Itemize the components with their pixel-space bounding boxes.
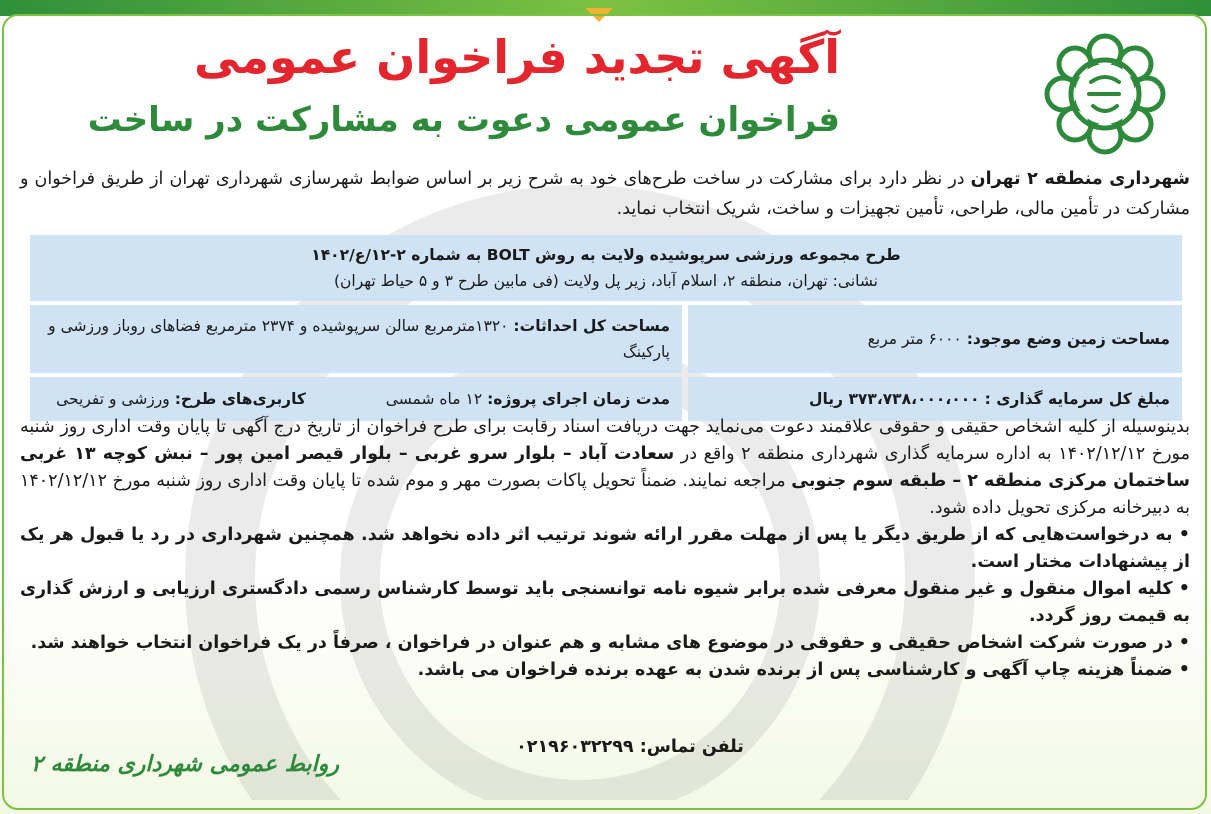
duration-value: ۱۲ ماه شمسی — [385, 390, 483, 408]
duration-label: مدت زمان اجرای پروژه: — [487, 390, 670, 408]
project-area-row — [30, 305, 1182, 373]
body-text — [20, 414, 1190, 684]
bullet-item: • در صورت شرکت اشخاص حقیقی و حقوقی در موضوع های مشابه و هم عنوان در فراخوان ، صرفاً در یک فراخوان انتخاب خواهند شد. — [30, 633, 1190, 653]
project-title-cell — [30, 235, 1182, 301]
intro-org: شهرداری منطقه ۲ تهران — [970, 169, 1190, 189]
built-area-value: ۱۳۲۰مترمربع سالن سرپوشیده و ۲۳۷۴ مترمربع فضاهای روباز ورزشی و پارکینگ — [48, 317, 670, 361]
intro-text: در نظر دارد برای مشارکت در ساخت طرح‌های خود به شرح زیر بر اساس ضوابط شهرسازی شهرداری تهران از طریق فراخوان و مشارکت در تأمین مالی، طراحی، تأمین تجهیزات و ساخت، شریک انتخاب نماید. — [20, 169, 1190, 219]
bullet-item: • به درخواست‌هایی که از طریق دیگر یا پس از مهلت مقرر ارائه شوند ترتیب اثر داده نخواهد شد. همچنین شهرداری در رد یا قبول هر یک از پیشنهادات مختار است. — [20, 525, 1190, 572]
page-subtitle: فراخوان عمومی دعوت به مشارکت در ساخت — [87, 100, 840, 140]
signature: روابط عمومی شهرداری منطقه ۲ — [30, 752, 340, 777]
investment-value: ۳۷۳،۷۳۸،۰۰۰،۰۰۰ ریال — [809, 390, 980, 408]
project-title: طرح مجموعه ورزشی سرپوشیده ولایت به روش BOLT به شماره ۲-۱۲/ع/۱۴۰۲ — [311, 246, 901, 264]
built-area-label: مساحت کل احداثات: — [513, 317, 670, 335]
intro-paragraph — [20, 164, 1190, 224]
body-p1-a: بدینوسیله از کلیه اشخاص حقیقی و حقوقی علاقمند دعوت می‌نماید جهت دریافت اسناد رقابت برای طرح فراخوان از تاریخ درج آگهی تا پایان وقت اداری روز شنبه مورخ ۱۴۰۲/۱۲/۱۲ به اداره سرمایه گذاری شهرداری منطقه ۲ واقع در — [20, 417, 1190, 464]
usage-value: ورزشی و تفریحی — [56, 390, 170, 408]
project-title-row — [30, 235, 1182, 301]
bullet-item: • ضمناً هزینه چاپ آگهی و کارشناسی پس از برنده شدن به عهده برنده فراخوان می باشد. — [417, 660, 1190, 680]
contact-phone — [440, 737, 820, 757]
built-area-cell — [30, 305, 682, 373]
investment-label: مبلغ کل سرمایه گذاری : — [984, 390, 1170, 408]
body-p1-b: مراجعه نمایند. ضمناً تحویل پاکات بصورت مهر و موم شده تا پایان وقت اداری روز شنبه مورخ ۱۴۰۲/۱۲/۱۲ به دبیرخانه مرکزی تحویل داده شود. — [19, 471, 1190, 518]
body-p1-address: سعادت آباد – بلوار سرو غربی – بلوار قیصر امین پور – نبش کوچه ۱۳ غربی ساختمان مرکزی منطقه ۲ – طبقه سوم جنوبی — [20, 444, 1190, 491]
phone-label: تلفن تماس: — [639, 737, 744, 757]
bullet-item: • کلیه اموال منقول و غیر منقول معرفی شده برابر شیوه نامه توانسنجی باید توسط کارشناس رسمی دادگستری ارزیابی و ارزش گذاری به قیمت روز گردد. — [20, 579, 1190, 626]
land-area-label: مساحت زمین وضع موجود: — [966, 330, 1170, 348]
phone-value: ۰۲۱۹۶۰۳۲۲۹۹ — [516, 737, 634, 757]
land-area-value: ۶۰۰۰ متر مربع — [867, 330, 962, 348]
land-area-cell — [688, 305, 1182, 373]
usage-label: کاربری‌های طرح: — [174, 390, 306, 408]
tehran-municipality-logo-icon — [1043, 32, 1167, 156]
project-info-table — [30, 231, 1182, 425]
project-address: نشانی: تهران، منطقه ۲، اسلام آباد، زیر پل ولایت (فی مابین طرح ۳ و ۵ حیاط تهران) — [334, 272, 878, 290]
body-paragraph — [20, 414, 1190, 522]
page-title: آگهی تجدید فراخوان عمومی — [194, 30, 840, 84]
